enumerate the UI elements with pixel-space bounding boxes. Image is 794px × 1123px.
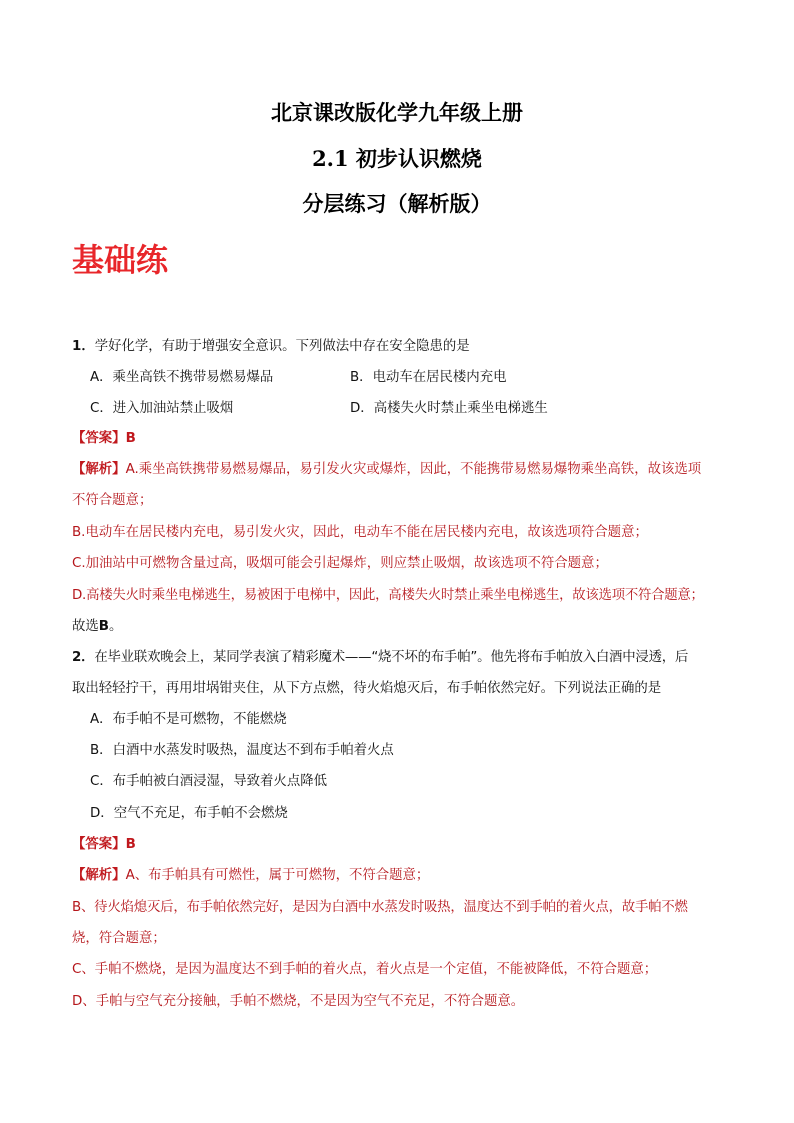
q2-option-a: A．布手帕不是可燃物，不能燃烧 [90,712,287,727]
q2-option-c: C．布手帕被白酒浸湿，导致着火点降低 [90,774,327,789]
q1-answer-line [72,429,136,449]
q1-conclusion-prefix: 故选 [72,619,99,634]
q1-analysis-line-4: C.加油站中可燃物含量过高，吸烟可能会引起爆炸，则应禁止吸烟，故该选项不符合题意； [72,556,608,571]
doc-title-main: 北京课改版化学九年级上册 [271,101,523,125]
q2-analysis-line-5: D、手帕与空气充分接触，手帕不燃烧，不是因为空气不充足，不符合题意。 [72,994,525,1009]
q1-stem-line [72,337,470,357]
q2-number: 2． [72,650,95,665]
q1-conclusion-suffix: 。 [109,619,123,634]
q1-conclusion [72,617,122,637]
q1-analysis-line-2: 不符合题意； [72,493,153,508]
q1-option-c: C．进入加油站禁止吸烟 [90,401,234,416]
q1-option-a: A．乘坐高铁不携带易燃易爆品 [90,370,274,385]
q2-stem-line-2: 取出轻轻拧干，再用坩埚钳夹住，从下方点燃，待火焰熄灭后，布手帕依然完好。下列说法正确的是 [72,681,662,696]
q1-conclusion-value: B [98,619,109,634]
q1-option-d: D．高楼失火时禁止乘坐电梯逃生 [350,401,548,416]
q2-answer-line [72,835,136,855]
q1-analysis-line-1 [72,460,701,480]
q2-analysis-line-1 [72,866,429,886]
q2-analysis-line-2: B、待火焰熄灭后，布手帕依然完好，是因为白酒中水蒸发时吸热，温度达不到手帕的着火点，故手帕不燃 [72,900,688,915]
doc-title-lesson: 2.1 初步认识燃烧 [312,146,482,171]
q1-answer-value: B [125,431,136,446]
q2-stem-line-1 [72,648,688,668]
q2-analysis-line-4: C、手帕不燃烧，是因为温度达不到手帕的着火点，着火点是一个定值，不能被降低，不符合题意； [72,962,658,977]
q1-analysis-text-1: A.乘坐高铁携带易燃易爆品，易引发火灾或爆炸，因此，不能携带易燃易爆物乘坐高铁，故该选项 [125,462,702,477]
q2-option-b: B．白酒中水蒸发时吸热，温度达不到布手帕着火点 [90,743,394,758]
section-heading: 基础练 [72,241,169,279]
q2-option-d: D．空气不充足，布手帕不会燃烧 [90,806,288,821]
q2-analysis-line-3: 烧，符合题意； [72,931,166,946]
q2-answer-value: B [125,837,136,852]
q1-analysis-label: 【解析】 [72,462,126,477]
doc-title-subtitle: 分层练习（解析版） [302,192,492,216]
q2-answer-label: 【答案】 [72,837,126,852]
q2-stem-text-1: 在毕业联欢晚会上，某同学表演了精彩魔术——“烧不坏的布手帕”。他先将布手帕放入白酒中浸透，后 [94,650,689,665]
q1-option-b: B．电动车在居民楼内充电 [350,370,507,385]
q2-analysis-label: 【解析】 [72,868,126,883]
q1-answer-label: 【答案】 [72,431,126,446]
q1-analysis-line-3: B.电动车在居民楼内充电，易引发火灾，因此，电动车不能在居民楼内充电，故该选项符合题意； [72,525,648,540]
q1-number: 1． [72,339,95,354]
q1-analysis-line-5: D.高楼失火时乘坐电梯逃生，易被困于电梯中，因此，高楼失火时禁止乘坐电梯逃生，故该选项不符合题意； [72,588,704,603]
q2-analysis-text-1: A、布手帕具有可燃性，属于可燃物，不符合题意； [125,868,430,883]
q1-stem: 学好化学，有助于增强安全意识。下列做法中存在安全隐患的是 [94,339,470,354]
